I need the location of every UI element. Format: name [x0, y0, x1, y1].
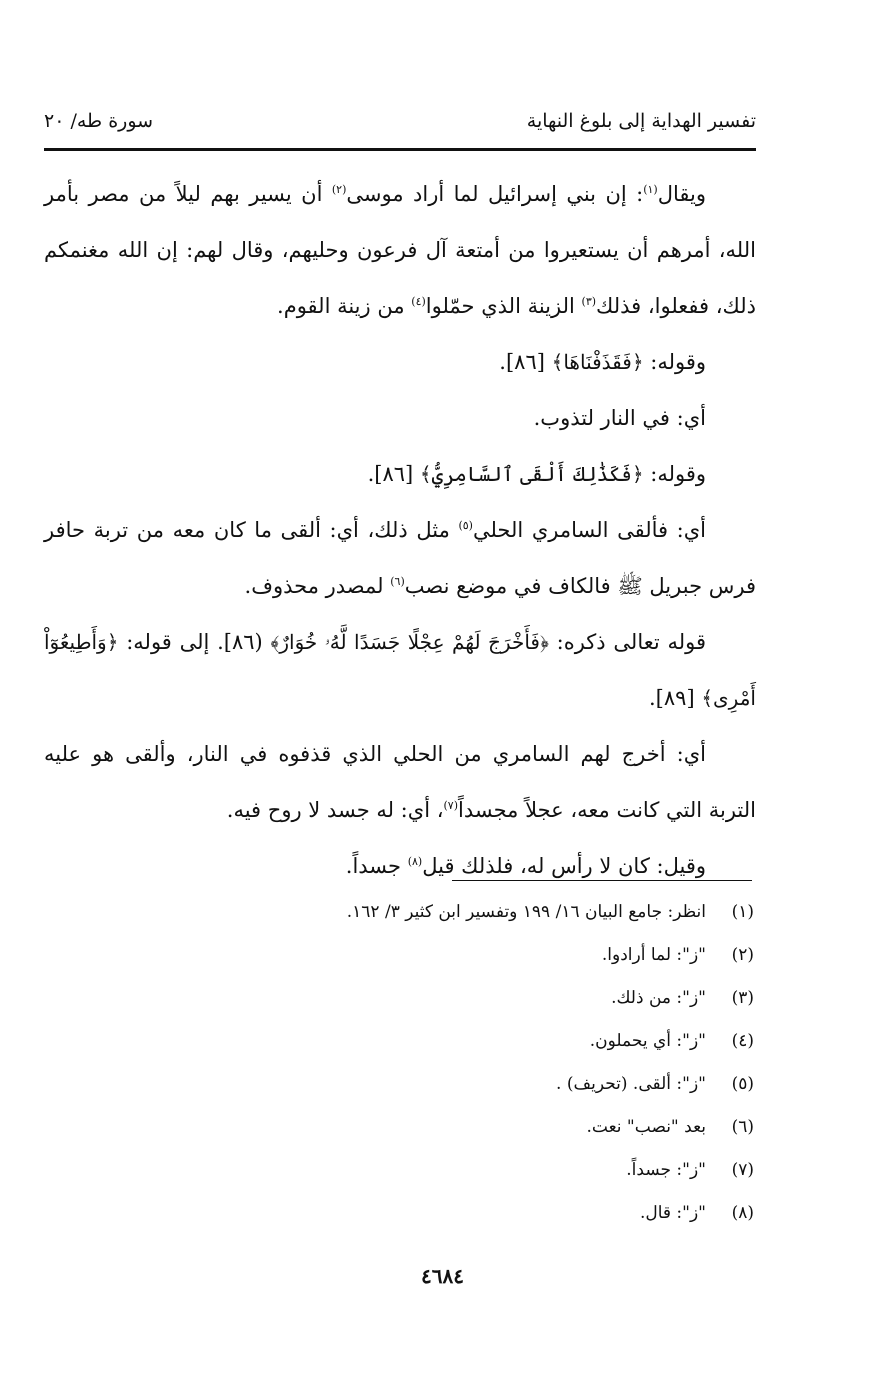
footnote-ref: (٤)	[411, 295, 426, 308]
surah-label: سورة طه/ ٢٠	[44, 110, 154, 132]
paragraph: وقوله: ﴿فَكَذَٰلِكَ أَلْقَى ٱلسَّامِرِيُّ﴾ [٨٦].	[367, 462, 706, 486]
footnote-ref: (٣)	[581, 295, 597, 308]
footnote-number: (٤)	[731, 1031, 754, 1051]
footnote-text: بعد "نصب" نعت.	[586, 1117, 706, 1137]
footnote-text: "ز": من ذلك.	[611, 988, 706, 1008]
header-rule	[44, 148, 756, 151]
paragraph: قوله تعالى ذكره: ﴿فَأَخْرَجَ لَهُمْ عِجْلًا جَسَدًا لَّهُۥ خُوَارٌ﴾ (٨٦]. إلى قوله: ﴿وَأَطِيعُوٓاْ أَمْرِى﴾ [٨٩].	[44, 630, 756, 710]
quran-verse: ﴿وَأَطِيعُوٓاْ أَمْرِى﴾	[44, 630, 756, 710]
main-text	[44, 166, 756, 894]
paragraph: أي: أخرج لهم السامري من الحلي الذي قذفوه في النار، وألقى هو عليه التربة التي كانت معه، عجلاً مجسداً$^{(٧)}$، أي: له جسد لا روح فيه.	[44, 742, 756, 822]
footnote-number: (٨)	[731, 1203, 754, 1223]
footnote	[44, 945, 756, 988]
footnote-ref: (٥)	[458, 519, 473, 532]
page-number: ٤٦٨٤	[421, 1264, 464, 1288]
footnote-ref: (٧)	[443, 799, 458, 812]
footnote-number: (٧)	[731, 1160, 754, 1180]
footnote-text: "ز": ألقى. (تحريف) .	[556, 1074, 706, 1094]
book-title: تفسير الهداية إلى بلوغ النهاية	[526, 110, 756, 132]
footnote	[44, 1117, 756, 1160]
footnote	[44, 1203, 756, 1246]
paragraph: ويقال$^{(١)}$: إن بني إسرائيل لما أراد موسى$^{(٢)}$ أن يسير بهم ليلاً من مصر بأمر الله، أمرهم أن يستعيروا من أمتعة آل فرعون وحليهم، وقال لهم: إن الله مغنمكم ذلك، ففعلوا، فذلك$^{(٣)}$ الزينة الذي حمّلوا$^{(٤)}$ من زينة القوم.	[44, 182, 756, 318]
footnote-number: (٥)	[731, 1074, 754, 1094]
footnote	[44, 988, 756, 1031]
footnote-ref: (٢)	[331, 183, 347, 196]
paragraph: أي: في النار لتذوب.	[533, 406, 706, 430]
footnote-ref: (٦)	[390, 575, 405, 588]
footnote	[44, 902, 756, 945]
footnote-text: انظر: جامع البيان ١٦/ ١٩٩ وتفسير ابن كثير ٣/ ١٦٢.	[346, 902, 706, 922]
footnote-number: (٢)	[731, 945, 754, 965]
quran-verse: ﴿فَقَذَفْنَاهَا﴾	[551, 350, 644, 374]
paragraph: وقيل: كان لا رأس له، فلذلك قيل$^{(٨)}$ جسداً.	[345, 854, 706, 878]
footnote-number: (٦)	[731, 1117, 754, 1137]
footnotes	[44, 902, 756, 1246]
footnote-number: (١)	[731, 902, 754, 922]
footnote-text: "ز": جسداً.	[626, 1160, 706, 1180]
footnote-text: "ز": لما أرادوا.	[601, 945, 706, 965]
footnote-text: "ز": قال.	[639, 1203, 706, 1223]
quran-verse: ﴿فَكَذَٰلِكَ أَلْقَى ٱلسَّامِرِيُّ﴾	[419, 462, 644, 486]
footnote	[44, 1160, 756, 1203]
running-header	[44, 106, 756, 144]
footnote	[44, 1031, 756, 1074]
footnote-number: (٣)	[731, 988, 754, 1008]
quran-verse: ﴿فَأَخْرَجَ لَهُمْ عِجْلًا جَسَدًا لَّهُۥ خُوَارٌ﴾	[270, 630, 549, 654]
footnote	[44, 1074, 756, 1117]
paragraph: أي: فألقى السامري الحلي$^{(٥)}$ مثل ذلك، أي: ألقى ما كان معه من تربة حافر فرس جبريل ﷺ فالكاف في موضع نصب$^{(٦)}$ لمصدر محذوف.	[44, 518, 756, 598]
footnote-rule	[452, 880, 752, 881]
paragraph: وقوله: ﴿فَقَذَفْنَاهَا﴾ [٨٦].	[499, 350, 706, 374]
footnote-ref: (٨)	[407, 855, 423, 868]
footnote-text: "ز": أي يحملون.	[589, 1031, 706, 1051]
footnote-ref: (١)	[643, 183, 658, 196]
